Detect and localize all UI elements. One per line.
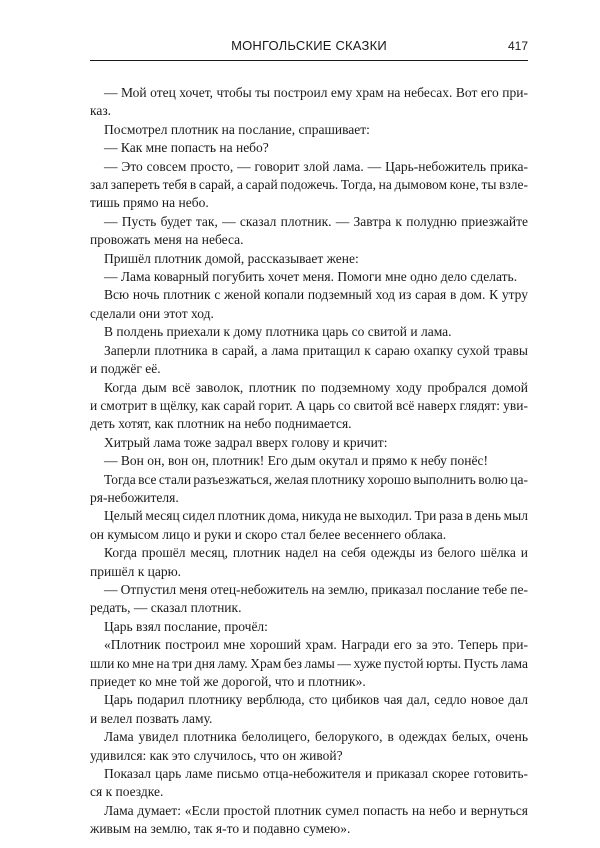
text-line: каз. (90, 103, 112, 119)
text-line: — Вон он, вон он, плотник! Его дым окутал и прямо к небу понёс! (104, 453, 488, 469)
text-line: Тогда все стали разъезжаться, желая плотнику хорошо выполнить волю ца- (104, 471, 528, 487)
text-line: — Лама коварный погубить хочет меня. Помоги мне одно дело сделать. (104, 269, 518, 285)
text-line: зал запереть тебя в сарай, а сарай подожечь. Тогда, на дымовом коне, ты взле- (90, 177, 528, 193)
text-line: провожать меня на небеса. (90, 232, 244, 248)
text-line: Царь подарил плотнику верблюда, сто цибиков чая дал, седло новое дал (104, 692, 528, 708)
paragraph (90, 342, 528, 379)
text-line: пришёл к царю. (90, 563, 182, 579)
paragraph (90, 323, 528, 341)
page-header (90, 36, 528, 61)
paragraph (90, 636, 528, 691)
text-line: Когда дым всё заволок, плотник по подземному ходу пробрался домой (104, 379, 528, 395)
text-body (90, 84, 528, 839)
text-line: Показал царь ламе письмо отца-небожителя и приказал скорее готовить- (104, 766, 528, 782)
paragraph (90, 691, 528, 728)
text-line: живым на землю, так я-то и подавно сумею». (90, 821, 351, 837)
paragraph (90, 286, 528, 323)
paragraph (90, 581, 528, 618)
paragraph (90, 268, 528, 286)
text-line: Заперли плотника в сарай, а лама притащил к сараю охапку сухой травы (104, 342, 528, 358)
text-line: редать, — сказал плотник. (90, 600, 242, 616)
paragraph (90, 507, 528, 544)
text-line: Целый месяц сидел плотник дома, никуда не выходил. Три раза в день мыл (104, 508, 528, 524)
text-line: деть хотят, как плотник на небо поднимается. (90, 416, 352, 432)
paragraph (90, 121, 528, 139)
paragraph (90, 84, 528, 121)
text-line: Хитрый лама тоже задрал вверх голову и кричит: (104, 434, 388, 450)
paragraph (90, 158, 528, 213)
text-line: ся к поездке. (90, 784, 164, 800)
text-line: сделали они этот ход. (90, 305, 214, 321)
paragraph (90, 765, 528, 802)
text-line: Лама думает: «Если простой плотник сумел попасть на небо и вернуться (104, 802, 528, 818)
paragraph (90, 379, 528, 434)
text-line: — Это совсем просто, — говорит злой лама. — Царь-небожитель прика- (104, 158, 528, 174)
text-line: удивился: как это случилось, что он живой? (90, 747, 343, 763)
text-line: Пришёл плотник домой, рассказывает жене: (104, 250, 359, 266)
paragraph (90, 544, 528, 581)
paragraph (90, 452, 528, 470)
text-line: Всю ночь плотник с женой копали подземный ход из сарая в дом. К утру (104, 287, 528, 303)
text-line: ря-небожителя. (90, 489, 179, 505)
paragraph (90, 471, 528, 508)
text-line: — Мой отец хочет, чтобы ты построил ему храм на небесах. Вот его при- (104, 85, 528, 100)
text-line: приедет ко мне той же дорогой, что и плотник». (90, 674, 366, 689)
paragraph (90, 139, 528, 157)
text-line: тишь прямо на небо. (90, 195, 209, 211)
page-number: 417 (507, 39, 528, 53)
text-line: шли ко мне на три дня ламу. Храм без ламы — хуже пустой юрты. Пусть лама (90, 655, 528, 671)
text-line: Царь взял послание, прочёл: (104, 618, 268, 634)
paragraph (90, 802, 528, 839)
text-line: и смотрит в щёлку, как сарай горит. А царь со свитой всё наверх глядят: уви- (90, 397, 528, 413)
paragraph (90, 728, 528, 765)
text-line: он кумысом лицо и руки и скоро стал белее весеннего облака. (90, 526, 447, 542)
text-line: — Как мне попасть на небо? (104, 140, 269, 156)
text-line: Лама увидел плотника белолицего, белорукого, в одеждах белых, очень (104, 729, 528, 745)
text-line: Посмотрел плотник на послание, спрашивает: (104, 121, 370, 137)
text-line: В полдень приехали к дому плотника царь со свитой и лама. (104, 324, 452, 340)
text-line: Когда прошёл месяц, плотник надел на себя одежды из белого шёлка и (104, 545, 528, 561)
paragraph (90, 250, 528, 268)
text-line: и поджёг её. (90, 361, 161, 377)
paragraph (90, 213, 528, 250)
text-line: — Пусть будет так, — сказал плотник. — Завтра к полудню приезжайте (104, 213, 528, 229)
text-line: и велел позвать ламу. (90, 710, 213, 726)
text-line: «Плотник построил мне хороший храм. Награди его за это. Теперь при- (104, 637, 528, 653)
text-line: — Отпустил меня отец-небожитель на землю, приказал послание тебе пе- (104, 581, 528, 597)
running-title: МОНГОЛЬСКИЕ СКАЗКИ (231, 38, 387, 53)
paragraph (90, 618, 528, 636)
paragraph (90, 434, 528, 452)
